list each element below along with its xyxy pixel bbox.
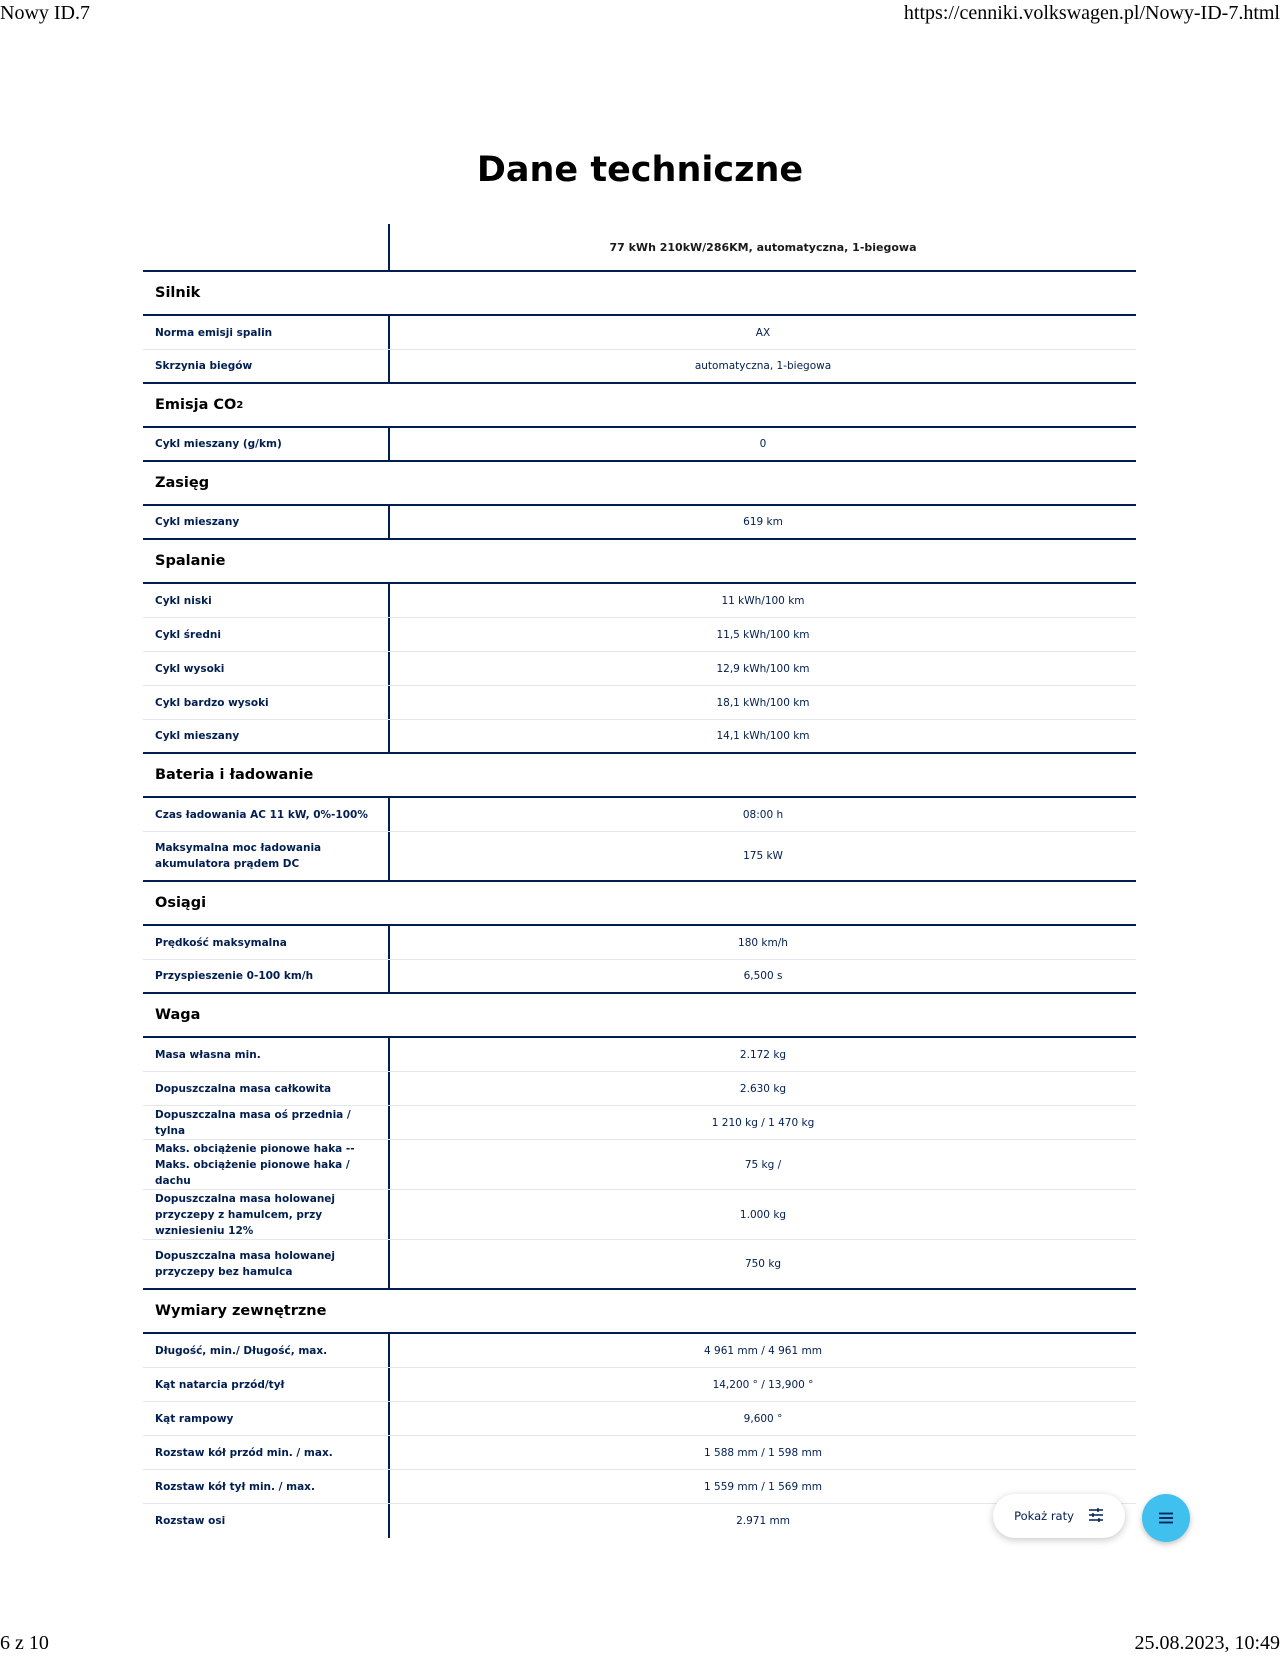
- row-value: 11,5 kWh/100 km: [716, 628, 810, 641]
- table-row: [143, 960, 1136, 994]
- row-value: 14,200 ° / 13,900 °: [712, 1378, 814, 1391]
- table-row: [143, 832, 1136, 882]
- row-label: Dopuszczalna masa oś przednia / tylna: [143, 1106, 390, 1139]
- row-value: 2.172 kg: [739, 1048, 787, 1061]
- row-label: Cykl wysoki: [143, 652, 390, 685]
- table-row: [143, 618, 1136, 652]
- row-value: 2.971 mm: [736, 1515, 790, 1527]
- table-row: [143, 1190, 1136, 1240]
- row-value: 1 588 mm / 1 598 mm: [704, 1446, 822, 1459]
- row-value: 619 km: [743, 516, 783, 528]
- row-label: Kąt natarcia przód/tył: [143, 1368, 390, 1401]
- row-label: Dopuszczalna masa holowanej przyczepy z hamulcem, przy wzniesieniu 12%: [143, 1190, 390, 1239]
- section-title-osiagi: Osiągi: [143, 882, 1136, 926]
- table-row: [143, 798, 1136, 832]
- table-row: [143, 1038, 1136, 1072]
- row-value: 6,500 s: [743, 970, 783, 982]
- row-value: 175 kW: [743, 850, 783, 862]
- row-label: Cykl niski: [143, 584, 390, 617]
- row-value: 0: [759, 438, 767, 450]
- table-row: [143, 1436, 1136, 1470]
- row-label: Prędkość maksymalna: [143, 926, 390, 959]
- row-label: Cykl mieszany: [143, 720, 390, 752]
- section-title-text: Emisja CO: [155, 397, 237, 413]
- row-label: Rozstaw kół tył min. / max.: [143, 1470, 390, 1503]
- row-label: Dopuszczalna masa holowanej przyczepy bez hamulca: [143, 1240, 390, 1288]
- row-value: 9,600 °: [743, 1412, 783, 1425]
- table-row: [143, 1334, 1136, 1368]
- row-value: 4 961 mm / 4 961 mm: [704, 1344, 822, 1357]
- show-installments-button[interactable]: [993, 1494, 1125, 1538]
- menu-button[interactable]: [1142, 1494, 1190, 1542]
- row-label: Rozstaw kół przód min. / max.: [143, 1436, 390, 1469]
- row-label: Przyspieszenie 0-100 km/h: [143, 960, 390, 992]
- row-label: Rozstaw osi: [143, 1504, 390, 1538]
- table-header-empty-cell: [143, 224, 390, 270]
- section-title-wymiary: Wymiary zewnętrzne: [143, 1290, 1136, 1334]
- table-row: [143, 1368, 1136, 1402]
- row-label: Dopuszczalna masa całkowita: [143, 1072, 390, 1105]
- table-row: [143, 428, 1136, 462]
- table-row: [143, 584, 1136, 618]
- table-row: [143, 1470, 1136, 1504]
- print-footer-datetime: 25.08.2023, 10:49: [1134, 1632, 1280, 1654]
- table-row: [143, 1140, 1136, 1190]
- row-label: Cykl mieszany: [143, 506, 390, 538]
- row-label: Kąt rampowy: [143, 1402, 390, 1435]
- page-title: Dane techniczne: [476, 150, 804, 190]
- row-label: Czas ładowania AC 11 kW, 0%-100%: [143, 798, 390, 831]
- row-value: 180 km/h: [738, 936, 788, 949]
- table-header-row: [143, 224, 1136, 272]
- row-value: 14,1 kWh/100 km: [716, 730, 810, 742]
- table-row: [143, 316, 1136, 350]
- table-row: [143, 1504, 1136, 1538]
- table-row: [143, 1240, 1136, 1290]
- table-row: [143, 1072, 1136, 1106]
- row-label: Cykl bardzo wysoki: [143, 686, 390, 719]
- row-label: Masa własna min.: [143, 1038, 390, 1071]
- row-value: 75 kg /: [744, 1158, 782, 1171]
- table-row: [143, 686, 1136, 720]
- print-header-title: Nowy ID.7: [0, 2, 90, 24]
- spec-table: [143, 224, 1136, 1538]
- row-value: AX: [755, 326, 771, 339]
- row-label: Maks. obciążenie pionowe haka -- Maks. obciążenie pionowe haka / dachu: [143, 1140, 390, 1189]
- menu-icon: [1158, 1509, 1174, 1528]
- print-footer-page: 6 z 10: [0, 1632, 49, 1654]
- table-row: [143, 720, 1136, 754]
- table-row: [143, 926, 1136, 960]
- print-header-url: https://cenniki.volkswagen.pl/Nowy-ID-7.html: [903, 2, 1280, 24]
- section-title-subscript: 2: [236, 399, 244, 411]
- row-label: Norma emisji spalin: [143, 316, 390, 349]
- row-value: 1 559 mm / 1 569 mm: [704, 1480, 822, 1493]
- engine-variant-header: 77 kWh 210kW/286KM, automatyczna, 1-biegowa: [609, 240, 917, 254]
- section-title-zasieg: Zasięg: [143, 462, 1136, 506]
- row-label: Długość, min./ Długość, max.: [143, 1334, 390, 1367]
- row-value: 12,9 kWh/100 km: [716, 662, 810, 675]
- row-value: automatyczna, 1-biegowa: [694, 360, 832, 372]
- row-value: 18,1 kWh/100 km: [716, 696, 810, 709]
- row-label: Skrzynia biegów: [143, 350, 390, 382]
- table-row: [143, 350, 1136, 384]
- section-title-silnik: Silnik: [143, 272, 1136, 316]
- table-row: [143, 1402, 1136, 1436]
- row-value: 750 kg: [744, 1258, 782, 1270]
- row-value: 1 210 kg / 1 470 kg: [711, 1116, 815, 1129]
- row-value: 1.000 kg: [739, 1208, 787, 1221]
- section-title-bateria: Bateria i ładowanie: [143, 754, 1136, 798]
- row-label: Cykl średni: [143, 618, 390, 651]
- table-row: [143, 1106, 1136, 1140]
- show-installments-label: Pokaż raty: [1014, 1509, 1074, 1523]
- section-title-emisja: [143, 384, 1136, 428]
- row-label: Cykl mieszany (g/km): [143, 428, 390, 460]
- section-title-spalanie: Spalanie: [143, 540, 1136, 584]
- sliders-icon: [1088, 1508, 1104, 1525]
- table-row: [143, 652, 1136, 686]
- row-value: 11 kWh/100 km: [721, 594, 805, 607]
- table-row: [143, 506, 1136, 540]
- row-value: 2.630 kg: [739, 1082, 787, 1095]
- row-label: Maksymalna moc ładowania akumulatora prądem DC: [143, 832, 390, 880]
- section-title-waga: Waga: [143, 994, 1136, 1038]
- row-value: 08:00 h: [742, 808, 784, 821]
